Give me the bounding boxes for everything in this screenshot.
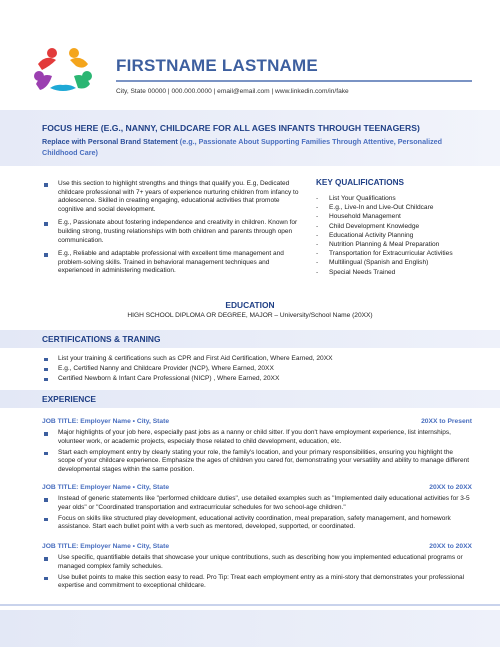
- key-qualifications-title: KEY QUALIFICATIONS: [316, 178, 404, 187]
- job-heading: [42, 484, 472, 491]
- job-bullet: Instead of generic statements like "performed childcare duties", use detailed examples such as "Implemented daily educational activities for 3-5 year olds" or "Coordinated transportation and extracurricular schedules for two school-age children.": [44, 495, 472, 512]
- qualification-item: - Educational Activity Planning: [316, 231, 453, 240]
- qualification-item: - Transportation for Extracurricular Activities: [316, 249, 453, 258]
- qualification-item: - Household Management: [316, 212, 453, 221]
- candidate-name: FIRSTNAME LASTNAME: [116, 56, 318, 75]
- summary-item: Use this section to highlight strengths and things that qualify you. E.g, Dedicated childcare professional with 7+ years of experience nurturing children from infancy to adolescence. Skilled in creating engaging, educational activities that promote cognitive and social development.: [44, 180, 306, 214]
- personal-brand-statement: [42, 137, 472, 158]
- education-title: EDUCATION: [225, 300, 275, 310]
- brand-statement-bold: Replace with Personal Brand Statement: [42, 137, 178, 146]
- job-bullet: Use bullet points to make this section easy to read. Pro Tip: Treat each employment entry as a mini-story that demonstrates your professional expertise and commitment to exceptional childcare.: [44, 574, 472, 591]
- certification-item: Certified Newborn & Infant Care Professional (NICP) , Where Earned, 20XX: [44, 374, 333, 384]
- summary-list: [44, 180, 306, 281]
- key-qualifications-list: [316, 194, 453, 277]
- footer-band: [0, 610, 500, 647]
- job-bullets: [44, 495, 472, 534]
- qualification-item: - E.g., Live-In and Live-Out Childcare: [316, 203, 453, 212]
- job-title-line: JOB TITLE: Employer Name • City, State: [42, 418, 170, 425]
- certifications-list: [44, 354, 333, 384]
- job-dates: 20XX to 20XX: [429, 543, 472, 550]
- education-entry: HIGH SCHOOL DIPLOMA OR DEGREE, MAJOR – University/School Name (20XX): [127, 312, 373, 319]
- job-bullet: Major highlights of your job here, especially past jobs as a nanny or child sitter. If you don't have employment experience, list internships, volunteer work, or academic projects, especialy those related to child development, education, etc.: [44, 429, 472, 446]
- job-bullets: [44, 554, 472, 593]
- certifications-title: CERTIFICATIONS & TRANING: [42, 334, 161, 344]
- certification-item: List your training & certifications such as CPR and First Aid Certification, Where Earned, 20XX: [44, 354, 333, 364]
- four-children-logo-icon: [30, 44, 98, 94]
- certification-item: E.g., Certified Nanny and Childcare Provider (NCP), Where Earned, 20XX: [44, 364, 333, 374]
- focus-title: FOCUS HERE (E.G., NANNY, CHILDCARE FOR ALL AGES INFANTS THROUGH TEENAGERS): [42, 123, 420, 133]
- job-bullet: Use specific, quantifiable details that showcase your unique contributions, such as describing how you implemented educational programs or managed complex family schedules.: [44, 554, 472, 571]
- job-title-line: JOB TITLE: Employer Name • City, State: [42, 484, 170, 491]
- job-dates: 20XX to Present: [421, 418, 472, 425]
- qualification-item: - Special Needs Trained: [316, 268, 453, 277]
- qualification-item: - Multilingual (Spanish and English): [316, 258, 453, 267]
- footer-divider: [0, 604, 500, 606]
- job-heading: [42, 543, 472, 550]
- job-bullets: [44, 429, 472, 477]
- summary-item: E.g., Reliable and adaptable professional with excellent time management and problem-solving skills. Trained in behavioral management techniques and experienced in administering medication.: [44, 250, 306, 276]
- job-heading: [42, 418, 472, 425]
- contact-line: City, State 00000 | 000.000.0000 | email@email.com | www.linkedin.com/in/fake: [116, 88, 349, 95]
- job-bullet: Start each employment entry by clearly stating your role, the family's location, and your primary responsibilities, ensuring you highlight the scope of your childcare experience. Emphasize the ages of children you cared for, demonstrating your versatility and ability to manage different developmental stages within the same position.: [44, 449, 472, 475]
- summary-item: E.g., Passionate about fostering independence and creativity in children. Known for building strong, trusting relationships with both children and parents through open communication.: [44, 219, 306, 245]
- experience-title: EXPERIENCE: [42, 394, 96, 404]
- job-bullet: Focus on skills like structured play development, educational activity coordination, meal preparation, safety management, and homework assistance. Start each bullet point with a verb such as mentored, developed, supported, or coordinated.: [44, 515, 472, 532]
- name-underline-divider: [116, 80, 472, 82]
- brand-statement-example: (e.g., Passionate About Supporting Families Through Attentive, Personalized Childhood Care): [42, 137, 443, 157]
- job-title-line: JOB TITLE: Employer Name • City, State: [42, 543, 170, 550]
- qualification-item: - List Your Qualifications: [316, 194, 453, 203]
- qualification-item: - Nutrition Planning & Meal Preparation: [316, 240, 453, 249]
- qualification-item: - Child Development Knowledge: [316, 222, 453, 231]
- job-dates: 20XX to 20XX: [429, 484, 472, 491]
